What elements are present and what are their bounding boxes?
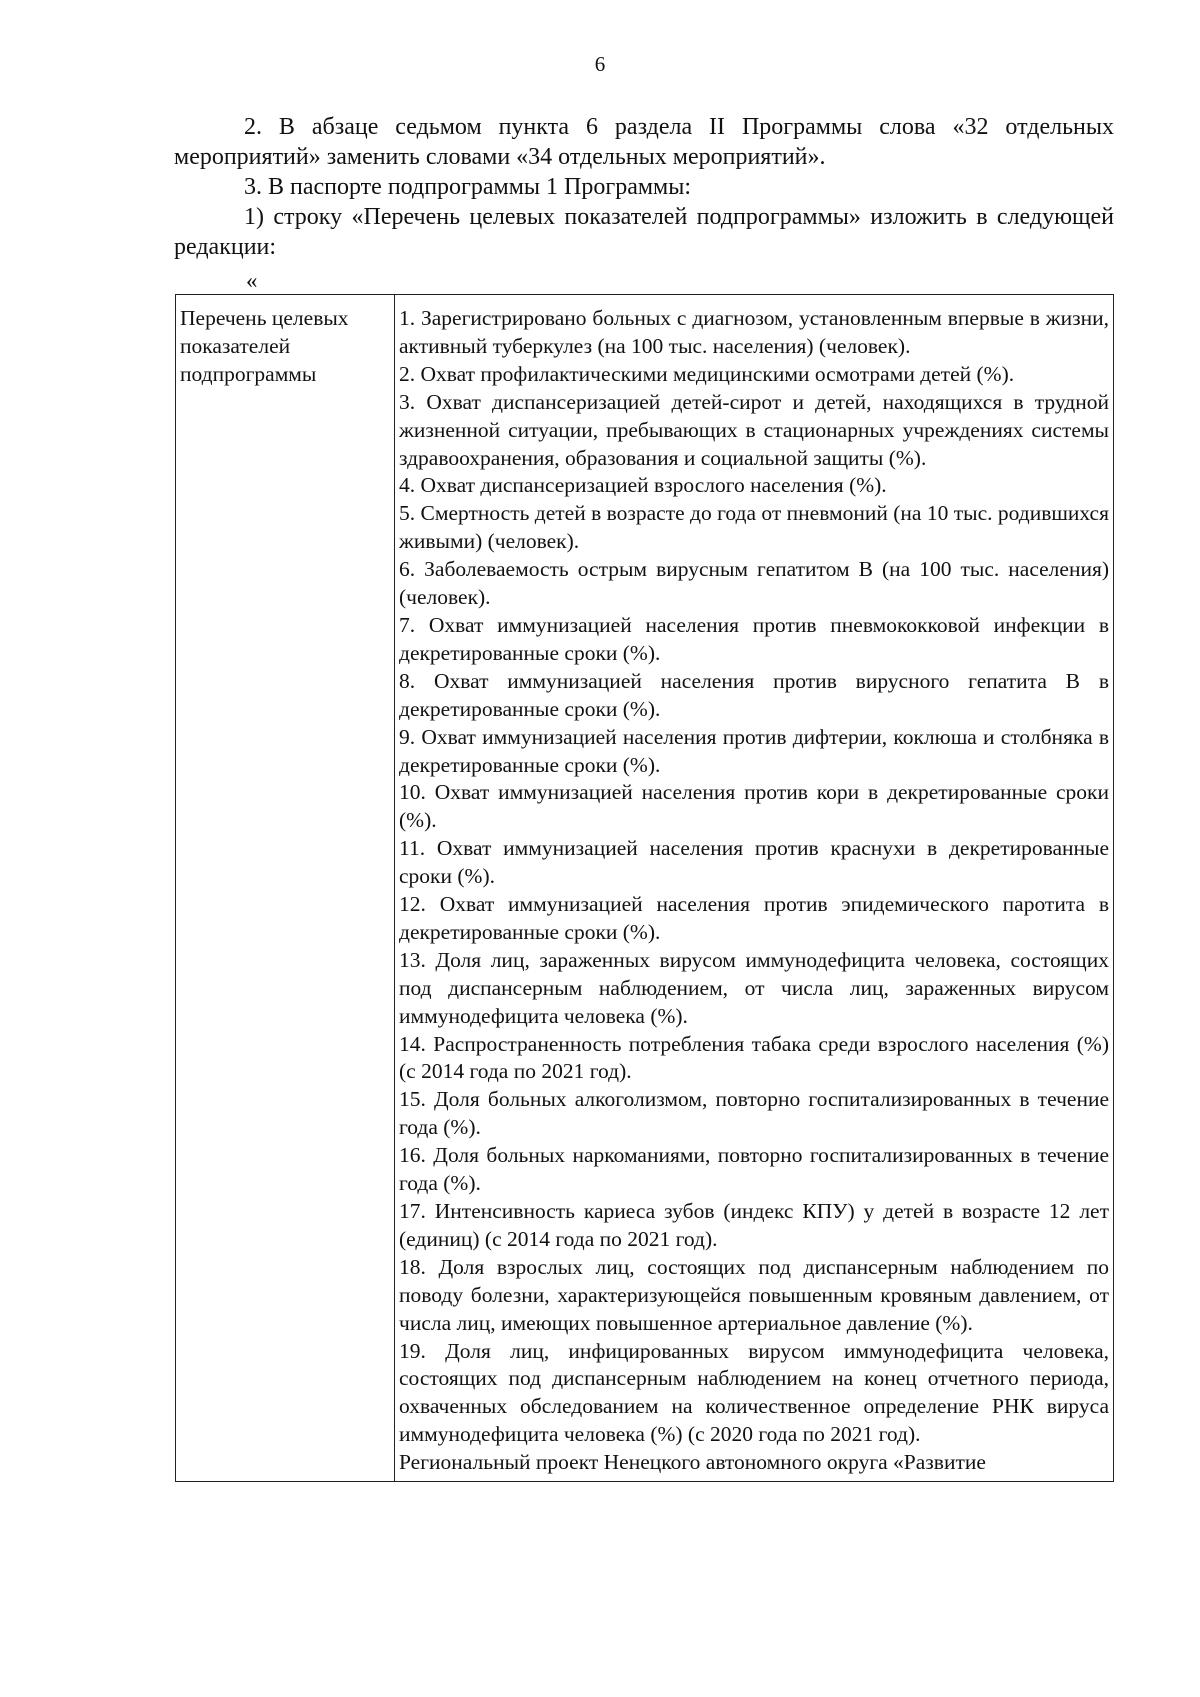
opening-quote: « [246, 268, 258, 293]
indicators-list-cell [395, 295, 1114, 1482]
paragraph-subitem-1: 1) строку «Перечень целевых показателей подпрограммы» изложить в следующей редакции: [174, 204, 1114, 260]
indicator-item: 13. Доля лиц, зараженных вирусом иммунодефицита человека, состоящих под диспансерным наблюдением, от числа лиц, зараженных вирусом иммунодефицита человека (%). [399, 947, 1109, 1028]
paragraph-item-2: 2. В абзаце седьмом пункта 6 раздела II Программы слова «32 отдельных мероприятий» заменить словами «34 отдельных мероприятий». [174, 114, 1114, 170]
indicator-item: 6. Заболеваемость острым вирусным гепатитом В (на 100 тыс. населения) (человек). [399, 557, 1109, 610]
indicator-item: 18. Доля взрослых лиц, состоящих под диспансерным наблюдением по поводу болезни, характеризующейся повышенным кровяным давлением, от числа лиц, имеющих повышенное артериальное давление (%). [399, 1254, 1109, 1335]
indicator-item: 10. Охват иммунизацией населения против кори в декретированные сроки (%). [399, 780, 1109, 833]
page-number: 6 [594, 52, 606, 76]
indicator-item: 7. Охват иммунизацией населения против пневмококковой инфекции в декретированные сроки (%). [399, 612, 1109, 665]
indicator-item: 11. Охват иммунизацией населения против краснухи в декретированные сроки (%). [399, 836, 1109, 889]
table-row [176, 295, 1114, 1482]
indicator-item: 12. Охват иммунизацией населения против эпидемического паротита в декретированные сроки (%). [399, 892, 1109, 944]
indicator-item: 9. Охват иммунизацией населения против дифтерии, коклюша и столбняка в декретированные сроки (%). [399, 724, 1109, 777]
indicator-item: 3. Охват диспансеризацией детей-сирот и детей, находящихся в трудной жизненной ситуации, пребывающих в стационарных учреждениях системы здравоохранения, образования и социальной защиты (%). [399, 389, 1109, 470]
indicator-item: 14. Распространенность потребления табака среди взрослого населения (%) (с 2014 года по 2021 год). [399, 1031, 1109, 1084]
indicator-item: 16. Доля больных наркоманиями, повторно госпитализированных в течение года (%). [399, 1143, 1109, 1196]
indicator-item: 15. Доля больных алкоголизмом, повторно госпитализированных в течение года (%). [399, 1087, 1109, 1140]
indicator-item: Региональный проект Ненецкого автономного округа «Развитие [399, 1450, 986, 1475]
indicators-table [175, 294, 1114, 1482]
indicator-item: 8. Охват иммунизацией населения против вирусного гепатита В в декретированные сроки (%). [399, 668, 1109, 721]
indicator-item: 5. Смертность детей в возрасте до года от пневмоний (на 10 тыс. родившихся живыми) (человек). [399, 501, 1109, 554]
indicator-item: 17. Интенсивность кариеса зубов (индекс КПУ) у детей в возрасте 12 лет (единиц) (с 2014 года по 2021 год). [399, 1199, 1109, 1251]
paragraph-item-3: 3. В паспорте подпрограммы 1 Программы: [244, 174, 692, 200]
indicator-item: 1. Зарегистрировано больных с диагнозом, установленным впервые в жизни, активный туберкулез (на 100 тыс. населения) (человек). [399, 306, 1109, 358]
indicators-label-cell: Перечень целевых показателей подпрограммы [176, 295, 395, 1482]
indicator-item: 19. Доля лиц, инфицированных вирусом иммунодефицита человека, состоящих под диспансерным наблюдением на конец отчетного периода, охваченных обследованием на количественное определение РНК вируса иммунодефицита человека (%) (с 2020 года по 2021 год). [399, 1338, 1109, 1447]
indicator-item: 2. Охват профилактическими медицинскими осмотрами детей (%). [399, 361, 1015, 386]
indicator-item: 4. Охват диспансеризацией взрослого населения (%). [399, 473, 887, 498]
body-text [174, 112, 1114, 262]
